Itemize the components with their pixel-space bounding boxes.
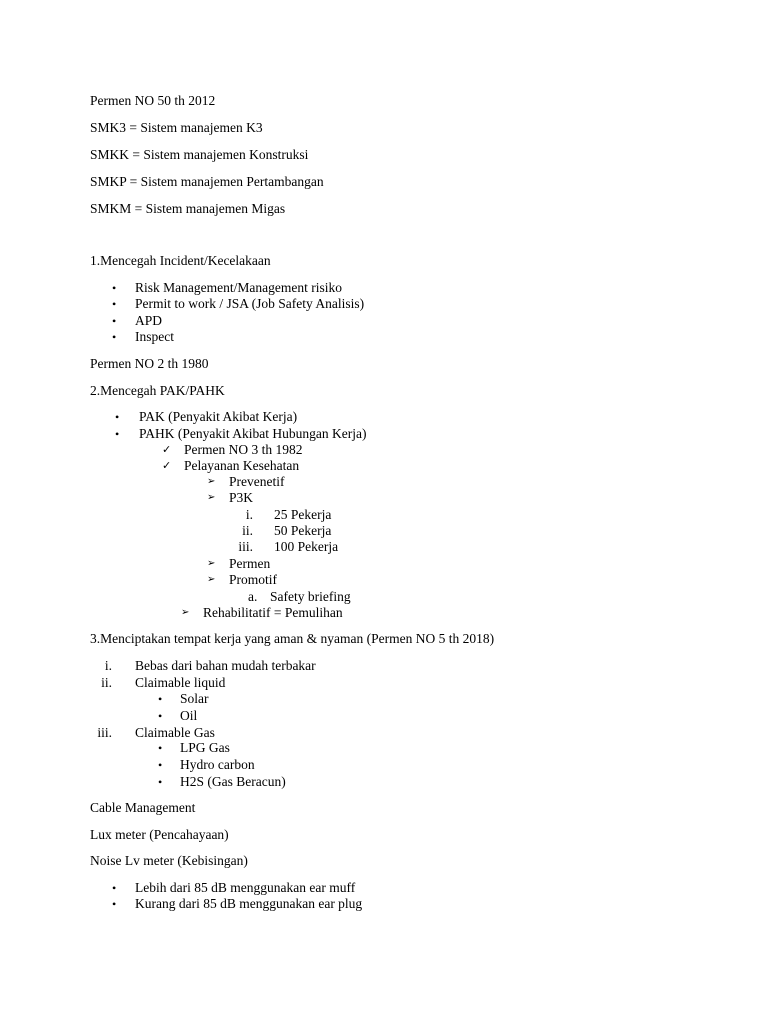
section2-check-item: Pelayanan Kesehatan <box>184 458 300 473</box>
section1-item: Permit to work / JSA (Job Safety Analisis) <box>135 296 365 311</box>
bullet-icon: • <box>158 758 163 772</box>
section1-item: APD <box>135 313 163 328</box>
section3-sub-item: Hydro carbon <box>180 757 255 772</box>
section2-arrow-item: Rehabilitatif = Pemulihan <box>203 605 343 620</box>
section2-roman-item: 25 Pekerja <box>274 507 332 522</box>
section2-arrow-item: Permen <box>229 556 271 571</box>
arrow-bullet-icon: ➢ <box>181 607 190 618</box>
bullet-icon: • <box>112 281 117 295</box>
section3-sub-item: LPG Gas <box>180 740 230 755</box>
bullet-icon: • <box>112 881 117 895</box>
bullet-icon: • <box>115 410 120 424</box>
roman-numeral-marker: iii. <box>238 539 253 554</box>
section2-check-item: Permen NO 3 th 1982 <box>184 442 303 457</box>
roman-numeral-marker: ii. <box>242 523 253 538</box>
roman-numeral-marker: i. <box>245 507 253 522</box>
arrow-bullet-icon: ➢ <box>207 574 216 585</box>
section3-heading: 3.Menciptakan tempat kerja yang aman & nyaman (Permen NO 5 th 2018) <box>90 631 495 646</box>
section2-heading: 2.Mencegah PAK/PAHK <box>90 383 225 398</box>
section2-arrow-item: Prevenetif <box>229 474 285 489</box>
bullet-icon: • <box>115 427 120 441</box>
section2-roman-item: 50 Pekerja <box>274 523 332 538</box>
header-line-smkm: SMKM = Sistem manajemen Migas <box>90 201 286 216</box>
checkmark-icon: ✓ <box>162 443 172 456</box>
section3-roman-item: Bebas dari bahan mudah terbakar <box>135 658 316 673</box>
bullet-icon: • <box>112 297 117 311</box>
bullet-icon: • <box>112 330 117 344</box>
header-line-smk3: SMK3 = Sistem manajemen K3 <box>90 120 263 135</box>
arrow-bullet-icon: ➢ <box>207 558 216 569</box>
alpha-marker: a. <box>248 589 258 604</box>
section2-item: PAK (Penyakit Akibat Kerja) <box>139 409 298 424</box>
footer-line-cable: Cable Management <box>90 800 196 815</box>
section1-item: Risk Management/Management risiko <box>135 280 342 295</box>
section1-item: Inspect <box>135 329 174 344</box>
section3-roman-item: Claimable Gas <box>135 725 215 740</box>
bullet-icon: • <box>112 897 117 911</box>
checkmark-icon: ✓ <box>162 459 172 472</box>
roman-numeral-marker: ii. <box>101 675 112 690</box>
footer-line-lux: Lux meter (Pencahayaan) <box>90 827 229 842</box>
header-line-smkp: SMKP = Sistem manajemen Pertambangan <box>90 174 324 189</box>
bullet-icon: • <box>158 692 163 706</box>
arrow-bullet-icon: ➢ <box>207 492 216 503</box>
bullet-icon: • <box>158 709 163 723</box>
permen-2-line: Permen NO 2 th 1980 <box>90 356 209 371</box>
bullet-icon: • <box>158 775 163 789</box>
section1-heading: 1.Mencegah Incident/Kecelakaan <box>90 253 271 268</box>
bullet-icon: • <box>158 741 163 755</box>
section2-arrow-item: Promotif <box>229 572 278 587</box>
section3-roman-item: Claimable liquid <box>135 675 226 690</box>
section2-arrow-item: P3K <box>229 490 254 505</box>
noise-item: Kurang dari 85 dB menggunakan ear plug <box>135 896 363 911</box>
bullet-icon: • <box>112 314 117 328</box>
section3-sub-item: Oil <box>180 708 198 723</box>
roman-numeral-marker: i. <box>104 658 112 673</box>
section2-item: PAHK (Penyakit Akibat Hubungan Kerja) <box>139 426 367 441</box>
arrow-bullet-icon: ➢ <box>207 476 216 487</box>
footer-line-noise: Noise Lv meter (Kebisingan) <box>90 853 248 868</box>
noise-item: Lebih dari 85 dB menggunakan ear muff <box>135 880 356 895</box>
section3-sub-item: H2S (Gas Beracun) <box>180 774 286 789</box>
section3-sub-item: Solar <box>180 691 209 706</box>
section2-roman-item: 100 Pekerja <box>274 539 339 554</box>
header-line-smkk: SMKK = Sistem manajemen Konstruksi <box>90 147 309 162</box>
section2-alpha-item: Safety briefing <box>270 589 351 604</box>
roman-numeral-marker: iii. <box>97 725 112 740</box>
header-line-permen-50: Permen NO 50 th 2012 <box>90 93 216 108</box>
